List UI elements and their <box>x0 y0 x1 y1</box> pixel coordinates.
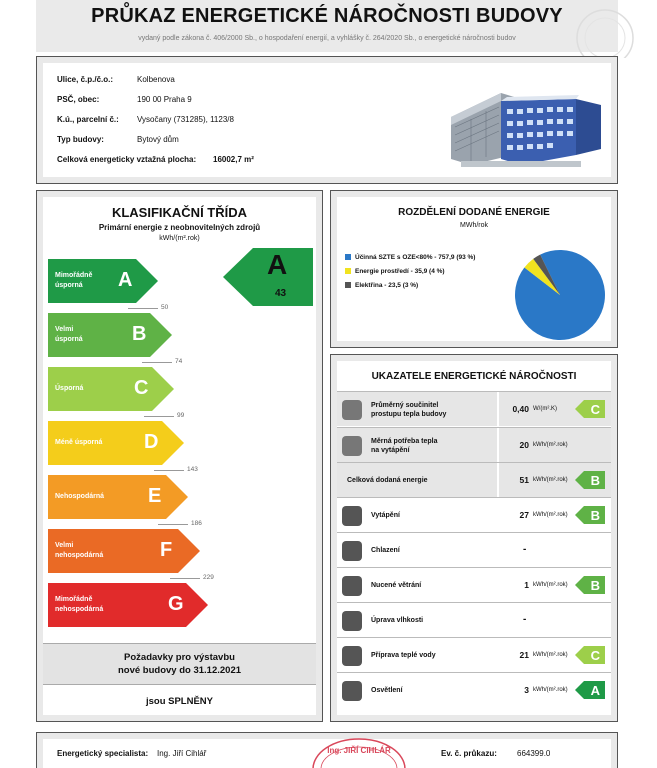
threshold-line <box>170 578 200 579</box>
fan-icon <box>342 576 362 596</box>
indicator-row <box>337 391 611 426</box>
energy-distribution-panel <box>330 190 618 348</box>
indicator-unit: kWh/(m².rok) <box>533 582 568 588</box>
class-arrow-label <box>55 438 102 448</box>
class-arrow-label-line1: Méně úsporná <box>55 439 103 446</box>
svg-text:Ing. JIŘÍ CIHLÁŘ: Ing. JIŘÍ CIHLÁŘ <box>327 746 391 755</box>
indicator-row <box>337 497 611 532</box>
indicator-label: Úprava vlhkosti <box>371 617 424 624</box>
threshold-line <box>144 416 174 417</box>
threshold-value: 99 <box>177 412 185 419</box>
watermark-icon <box>560 8 650 58</box>
class-arrow-letter: A <box>118 269 133 291</box>
indicator-value: 51 <box>519 475 529 485</box>
indicator-row <box>337 427 611 462</box>
indicator-value: 27 <box>519 510 529 520</box>
class-arrow-letter: D <box>144 431 159 453</box>
document-header <box>36 0 618 52</box>
class-arrow-label-line2: nehospodárná <box>55 606 104 613</box>
indicator-row <box>337 637 611 672</box>
indicator-unit: kWh/(m².rok) <box>533 512 568 518</box>
legend-item-environment: Energie prostředí - 35,9 (4 %) <box>345 268 445 275</box>
indicator-class-letter: C <box>590 402 600 417</box>
legend-item-electricity: Elektřina - 23,5 (3 %) <box>345 282 418 289</box>
class-arrow-label-line1: Mimořádně <box>55 596 93 603</box>
document-subtitle: vydaný podle zákona č. 406/2000 Sb., o hospodaření energií, a vyhlášky č. 264/2020 Sb., o energetické náročnosti budov <box>138 35 516 42</box>
certificate-number-label: Ev. č. průkazu: <box>441 749 497 758</box>
class-arrow-label-line1: Nehospodárná <box>55 493 105 500</box>
indicator-label: Celková dodaná energie <box>347 477 428 484</box>
house-insulation-icon <box>342 400 362 420</box>
specialist-label: Energetický specialista: <box>57 749 149 758</box>
indicator-class-letter: B <box>590 473 600 488</box>
result-class-value: 43 <box>275 288 287 299</box>
class-arrow-letter: C <box>134 377 149 399</box>
class-arrow-letter: B <box>132 323 147 345</box>
document-title: PRŮKAZ ENERGETICKÉ NÁROČNOSTI BUDOVY <box>91 5 563 27</box>
requirements-line-2: nové budovy do 31.12.2021 <box>117 665 242 676</box>
threshold-line <box>128 308 158 309</box>
indicator-class-letter: A <box>590 683 600 698</box>
class-arrow-label <box>55 492 104 502</box>
requirements-line-1: Požadavky pro výstavbu <box>124 652 235 663</box>
specialist-name: Ing. Jiří Cihlář <box>157 749 207 758</box>
indicator-class-letter: B <box>590 578 600 593</box>
threshold-line <box>158 524 188 525</box>
requirements-box <box>43 643 316 715</box>
indicator-value: 3 <box>524 685 529 695</box>
building-render-image <box>441 65 608 173</box>
indicator-row <box>337 462 611 497</box>
indicator-label: Příprava teplé vody <box>371 652 436 659</box>
humidity-icon <box>342 611 362 631</box>
building-info-box: Ulice, č.p./č.o.: Kolbenova PSČ, obec: 190 00 Praha 9 K.ú., parcelní č.: Vysočany (731285), 1123/8 Typ budovy: Bytový dům Celková energeticky vztažná plocha: 16002,7 m² <box>36 56 618 184</box>
indicator-class-letter: C <box>590 648 600 663</box>
threshold-value: 186 <box>191 520 202 527</box>
indicator-value: 1 <box>524 580 529 590</box>
threshold-value: 229 <box>203 574 214 581</box>
class-arrow-letter: F <box>160 539 173 561</box>
class-arrow-letter: G <box>168 593 184 615</box>
legend-swatch <box>345 282 351 288</box>
classification-title: KLASIFIKAČNÍ TŘÍDA <box>111 205 248 220</box>
certificate-number-value: 664399.0 <box>517 749 551 758</box>
indicator-label: Měrná potřeba tepla na vytápění <box>371 438 438 454</box>
threshold-value: 74 <box>175 358 183 365</box>
class-arrow-label <box>55 541 103 561</box>
class-arrow-label-line1: Mimořádně <box>55 272 93 279</box>
class-arrow-letter: E <box>148 485 162 507</box>
indicator-label: Nucené větrání <box>371 582 422 589</box>
class-arrow-label <box>55 595 103 615</box>
specialist-stamp <box>305 737 413 768</box>
indicator-unit: W/(m².K) <box>533 406 557 412</box>
indicators-title: UKAZATELE ENERGETICKÉ NÁROČNOSTI <box>371 371 577 382</box>
indicator-unit: kWh/(m².rok) <box>533 652 568 658</box>
class-arrow-label-line2: úsporná <box>55 336 83 343</box>
requirements-result: jsou SPLNĚNY <box>145 696 214 707</box>
classification-subtitle: Primární energie z neobnovitelných zdrojů <box>98 223 261 232</box>
indicator-value: 20 <box>519 440 529 450</box>
indicator-value: - <box>523 544 527 555</box>
legend-item-szte: Účinná SZTE s OZE<80% - 757,9 (93 %) <box>345 254 475 261</box>
legend-swatch <box>345 268 351 274</box>
indicator-label: Chlazení <box>371 547 400 554</box>
class-arrow-label <box>55 325 83 345</box>
legend-swatch <box>345 254 351 260</box>
indicator-label: Vytápění <box>371 512 400 519</box>
indicator-class-letter: B <box>590 508 600 523</box>
distribution-pie-chart <box>513 248 607 342</box>
indicator-unit: kWh/(m².rok) <box>533 477 568 483</box>
class-arrow-label-line2: nehospodárná <box>55 552 104 559</box>
indicator-unit: kWh/(m².rok) <box>533 687 568 693</box>
indicator-value: - <box>523 614 527 625</box>
indicator-value: 0,40 <box>512 404 529 414</box>
class-arrow-label-line1: Velmi <box>55 542 74 549</box>
classification-unit: kWh/(m².rok) <box>159 235 200 242</box>
threshold-value: 50 <box>161 304 169 311</box>
indicator-row <box>337 532 611 567</box>
class-arrow-label <box>55 271 92 291</box>
thermometer-icon <box>342 541 362 561</box>
classification-panel <box>36 190 323 722</box>
indicator-label: Průměrný součinitel prostupu tepla budovy <box>371 402 447 418</box>
indicator-row <box>337 567 611 602</box>
heat-waves-icon <box>342 436 362 456</box>
class-arrow-label-line1: Velmi <box>55 326 74 333</box>
distribution-unit: MWh/rok <box>460 222 488 229</box>
threshold-line <box>142 362 172 363</box>
threshold-value: 143 <box>187 466 198 473</box>
indicator-label: Osvětlení <box>371 687 403 694</box>
footer-box <box>36 732 618 768</box>
result-class-letter: A <box>267 249 288 280</box>
threshold-line <box>154 470 184 471</box>
class-arrow-label-line2: úsporná <box>55 282 83 289</box>
indicator-row <box>337 672 611 707</box>
lightbulb-icon <box>342 681 362 701</box>
distribution-title: ROZDĚLENÍ DODANÉ ENERGIE <box>398 207 550 218</box>
class-arrow-label-line1: Úsporná <box>55 385 84 392</box>
indicator-unit: kWh/(m².rok) <box>533 442 568 448</box>
indicator-value: 21 <box>519 650 529 660</box>
indicators-panel <box>330 354 618 722</box>
thermometer-plus-icon <box>342 506 362 526</box>
class-arrow-label <box>55 384 83 394</box>
faucet-icon <box>342 646 362 666</box>
indicator-row <box>337 602 611 637</box>
